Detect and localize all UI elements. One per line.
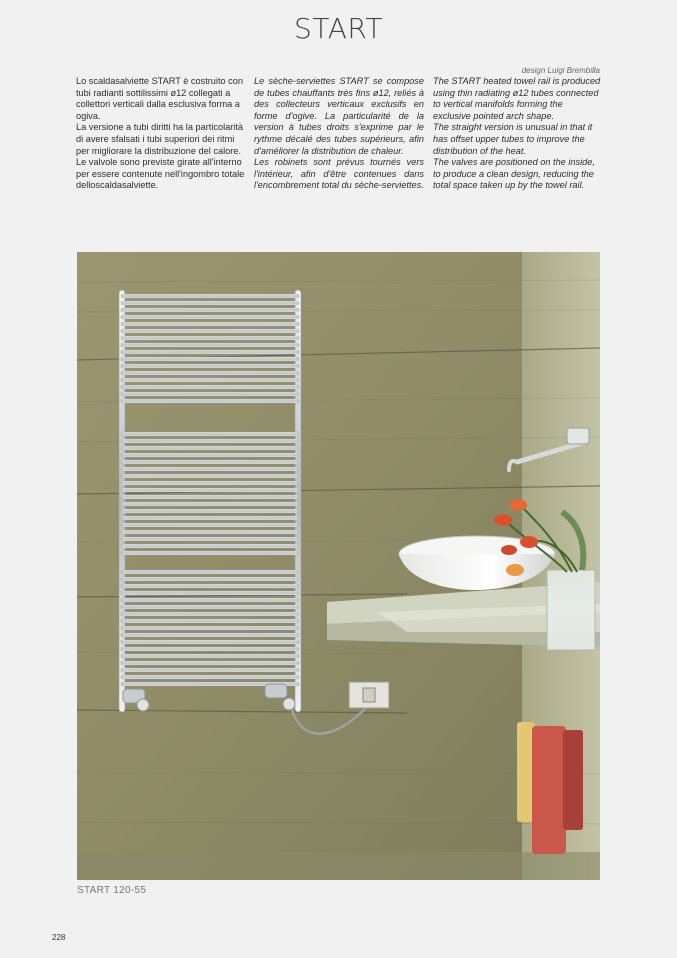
paragraph: Lo scaldasalviette START è costruito con tubi radianti sottilissimi ø12 collegati a collettori verticali dalla esclusiva forma a ogiva. <box>76 76 243 121</box>
towel-rail-tube <box>121 460 299 464</box>
towel-rail-tube <box>121 612 299 616</box>
towel-rail-tube <box>121 446 299 450</box>
description-english <box>433 76 603 192</box>
photo-caption: START 120-55 <box>77 885 147 896</box>
paragraph: Le sèche-serviettes START se compose de tubes chauffants très fins ø12, reliés à des collecteurs verticaux exclusifs en forme d'ogive. La particularité de la version à tubes droits s'exprime par le rythme décalé des tubes supérieurs, afin d'améliorer la distribution de chaleur. <box>254 76 424 156</box>
towel-rail-tube <box>121 577 299 581</box>
towel-rail-tube <box>121 439 299 443</box>
towel-rail-tube <box>121 301 299 305</box>
towel-rail-tube <box>121 516 299 520</box>
page-number: 228 <box>52 933 66 942</box>
description-italian <box>76 76 246 192</box>
towel-rail-tube <box>121 453 299 457</box>
towel-rail-tube <box>121 350 299 354</box>
towel-rail-tube <box>121 371 299 375</box>
bathroom-scene-illustration <box>77 252 600 880</box>
towel-rail-tube <box>121 675 299 679</box>
towel-rail-tube <box>121 523 299 527</box>
paragraph: La versione a tubi diritti ha la particolarità di avere sfalsati i tubi superiori dei ritmi per migliorare la distribuzione del calore. <box>76 122 243 156</box>
towel-rail-tube <box>121 668 299 672</box>
towel-rail-tube <box>121 502 299 506</box>
paragraph: Les robinets sont prévus tournés vers l'intérieur, afin d'être contenues dans l'encombrement total du sèche-serviettes. <box>254 157 424 191</box>
towel-rail-tube <box>121 530 299 534</box>
towel-rail-tube <box>121 605 299 609</box>
towel-rail-tube <box>121 308 299 312</box>
towel-rail-tube <box>121 474 299 478</box>
towel-rail-tube <box>121 399 299 403</box>
paragraph: The START heated towel rail is produced using thin radiating ø12 tubes connected to vertical manifolds forming the exclusive pointed arch shape. <box>433 76 601 121</box>
towel-rail-tube <box>121 378 299 382</box>
towel-rail-tubes <box>121 294 299 686</box>
towel-rail-tube <box>121 509 299 513</box>
towel-rail-tube <box>121 598 299 602</box>
towel-rail-tube <box>121 336 299 340</box>
towel-rail-tube <box>121 661 299 665</box>
towel-rail-tube <box>121 495 299 499</box>
paragraph: The straight version is unusual in that it has offset upper tubes to improve the distribution of the heat. <box>433 122 593 156</box>
towel-rail-tube <box>121 647 299 651</box>
towel-rail-tube <box>121 315 299 319</box>
towel-rail-tube <box>121 343 299 347</box>
towel-rail-tube <box>121 488 299 492</box>
towel-rail-tube <box>121 584 299 588</box>
product-photo <box>77 252 600 880</box>
description-french <box>254 76 424 192</box>
towel-rail-tube <box>121 570 299 574</box>
towel-rail-tube <box>121 322 299 326</box>
paragraph: Le valvole sono previste girate all'interno per essere contenute nell'ingombro totale delloscaldasalviette. <box>76 157 245 191</box>
towel-rail-tube <box>121 467 299 471</box>
towel-rail-tube <box>121 432 299 436</box>
page-title: START <box>294 12 383 45</box>
wall-socket <box>349 682 389 708</box>
towel-rail-tube <box>121 640 299 644</box>
towel-rail-tube <box>121 619 299 623</box>
paragraph: The valves are positioned on the inside, to produce a clean design, reducing the total space taken up by the towel rail. <box>433 157 595 191</box>
towel-rail-tube <box>121 544 299 548</box>
towel-rail-tube <box>121 537 299 541</box>
towel-rail-tube <box>121 633 299 637</box>
towel-rail-tube <box>121 357 299 361</box>
towel-rail-tube <box>121 385 299 389</box>
towel-rail-tube <box>121 654 299 658</box>
towel-rail-tube <box>121 392 299 396</box>
designer-credit: design Luigi Brembilla <box>521 66 600 75</box>
towel-rail-tube <box>121 626 299 630</box>
towel-rail-tube <box>121 551 299 555</box>
towel-rail-tube <box>121 481 299 485</box>
towel-rail-tube <box>121 294 299 298</box>
towel-rail-tube <box>121 329 299 333</box>
towel-rail-tube <box>121 364 299 368</box>
towel-rail-tube <box>121 591 299 595</box>
